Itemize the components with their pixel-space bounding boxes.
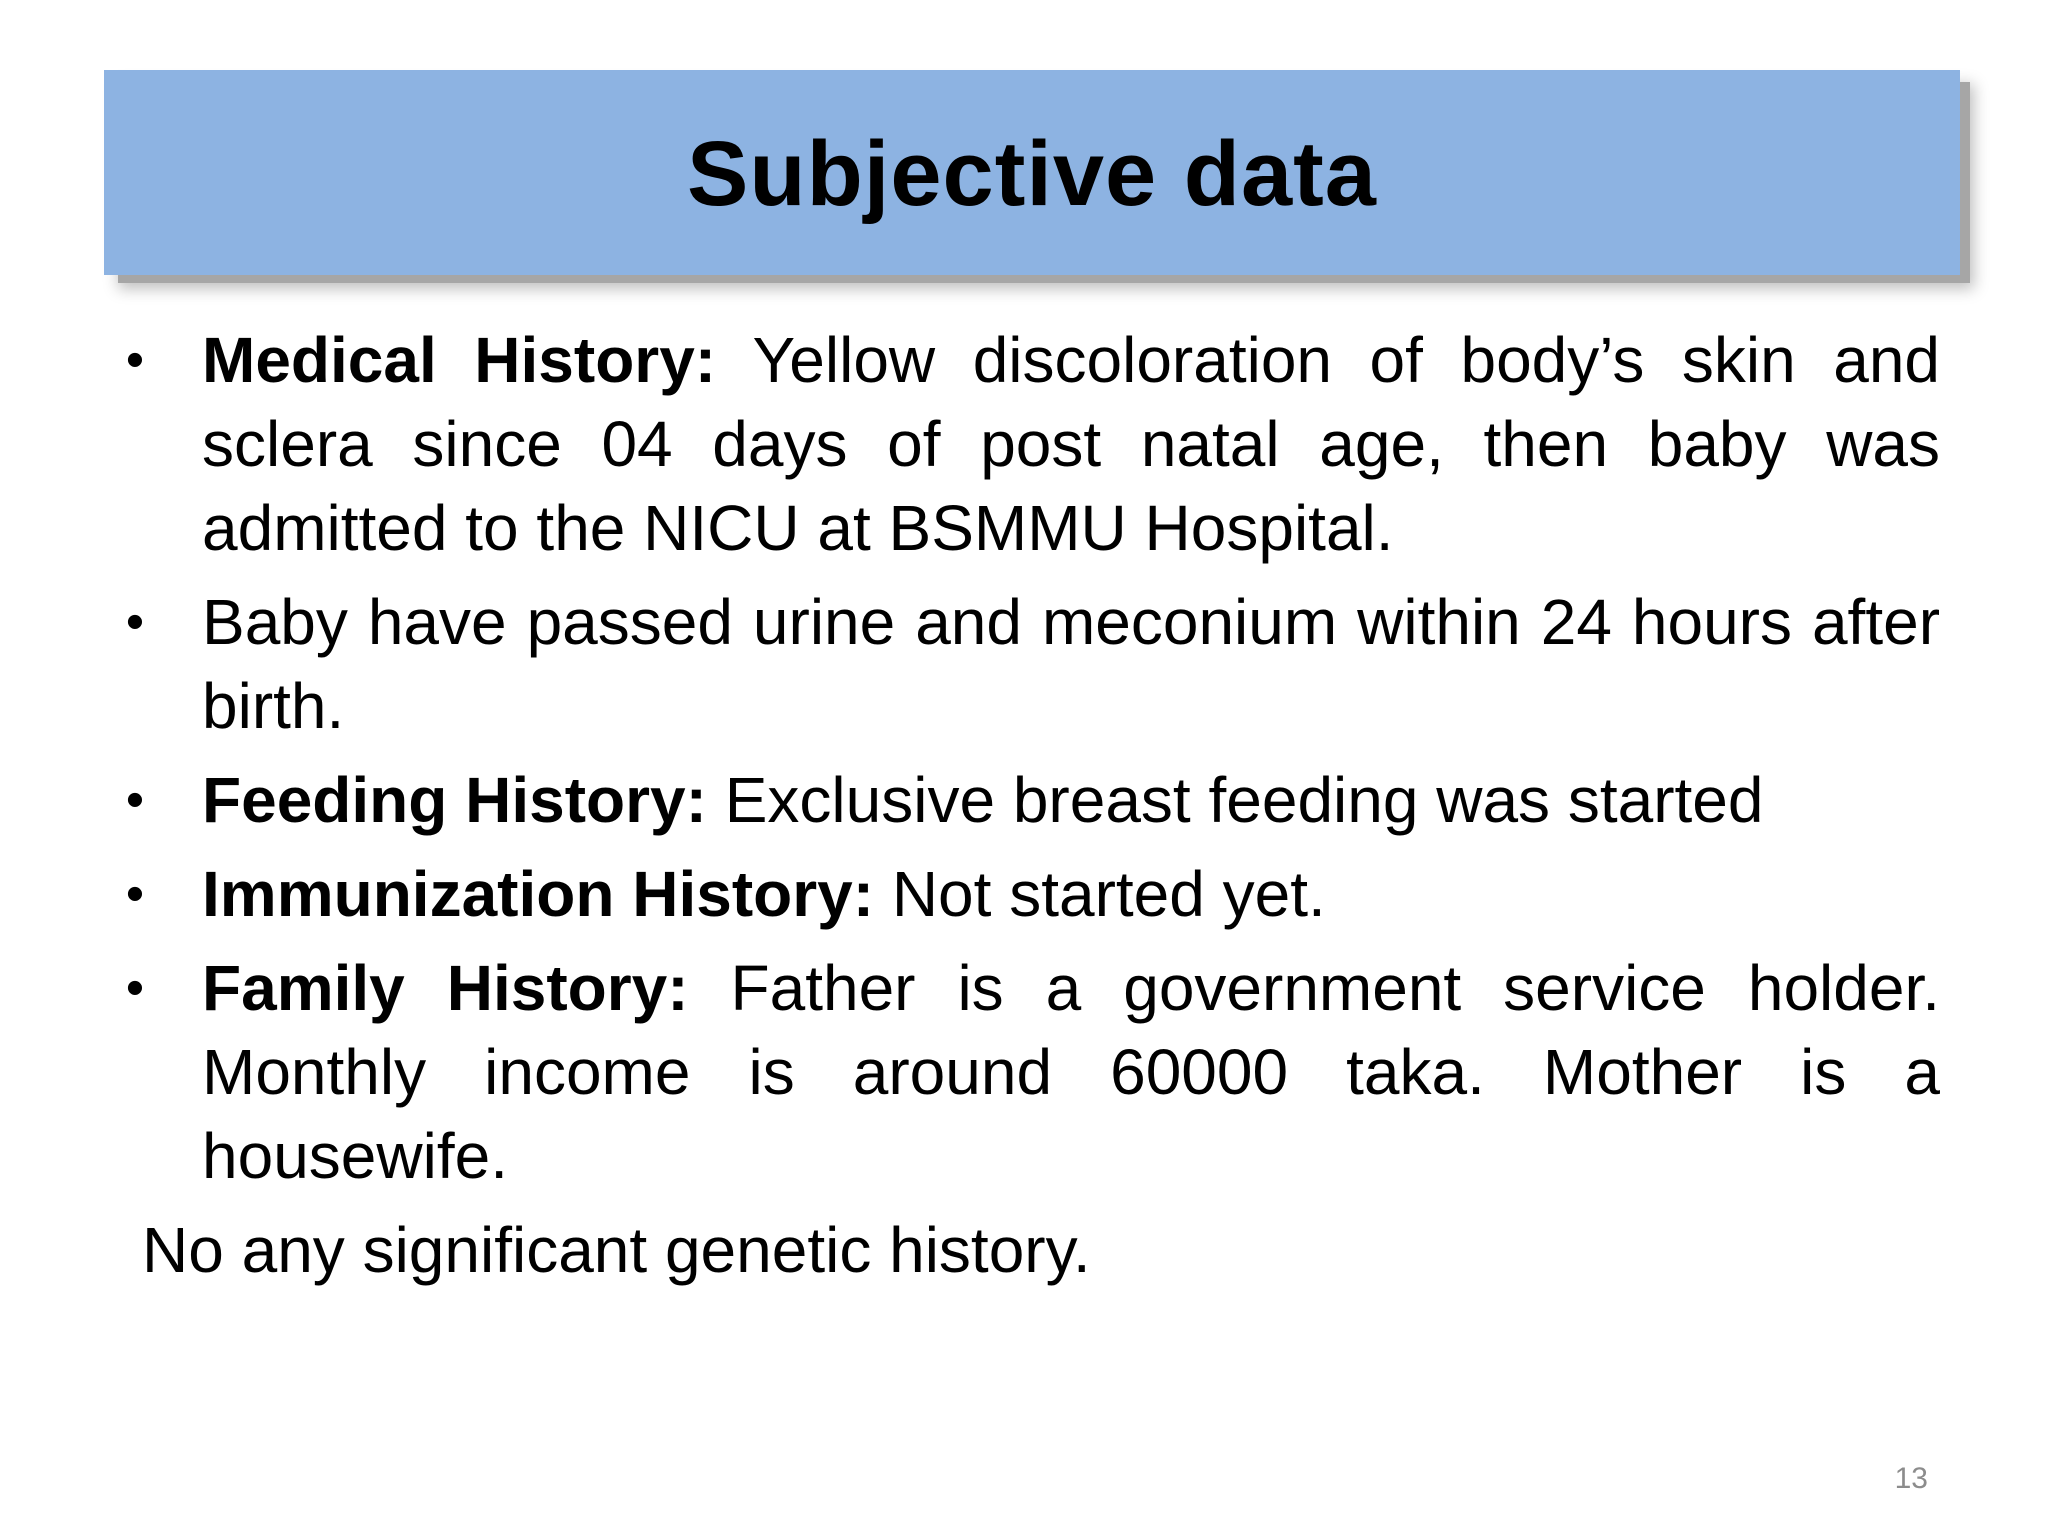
bullet-icon: • — [125, 865, 145, 923]
bullet-item-family-history — [120, 946, 1940, 1198]
bullet-item-elimination — [120, 580, 1940, 748]
page-number: 13 — [1894, 1462, 1928, 1495]
bullet-icon: • — [125, 959, 145, 1017]
bullet-label: Feeding History: — [202, 764, 707, 836]
bullet-icon: • — [125, 331, 145, 389]
bullet-text: Father is a government service holder. Monthly income is around 60000 taka. Mother is a housewife. — [202, 952, 1941, 1192]
bullet-item-medical-history — [120, 318, 1940, 570]
bullet-label: Family History: — [202, 952, 689, 1024]
bullet-text: Not started yet. — [874, 858, 1326, 930]
bullet-label: Immunization History: — [202, 858, 875, 930]
bullet-list — [120, 318, 1940, 1198]
bullet-item-feeding-history — [120, 758, 1940, 842]
bullet-text: Exclusive breast feeding was started — [706, 764, 1764, 836]
title-banner — [104, 70, 1960, 275]
bullet-icon: • — [125, 593, 145, 651]
bullet-label: Medical History: — [202, 324, 717, 396]
slide-title: Subjective data — [687, 123, 1377, 225]
slide-content — [120, 318, 1940, 1292]
bullet-text: Baby have passed urine and meconium within 24 hours after birth. — [202, 586, 1940, 742]
bullet-item-immunization-history — [120, 852, 1940, 936]
genetic-history-note: No any significant genetic history. — [142, 1214, 1091, 1286]
bullet-text: Yellow discoloration of body’s skin and sclera since 04 days of post natal age, then baby was admitted to the NICU at BSMMU Hospital. — [202, 324, 1941, 564]
bullet-icon: • — [125, 771, 145, 829]
